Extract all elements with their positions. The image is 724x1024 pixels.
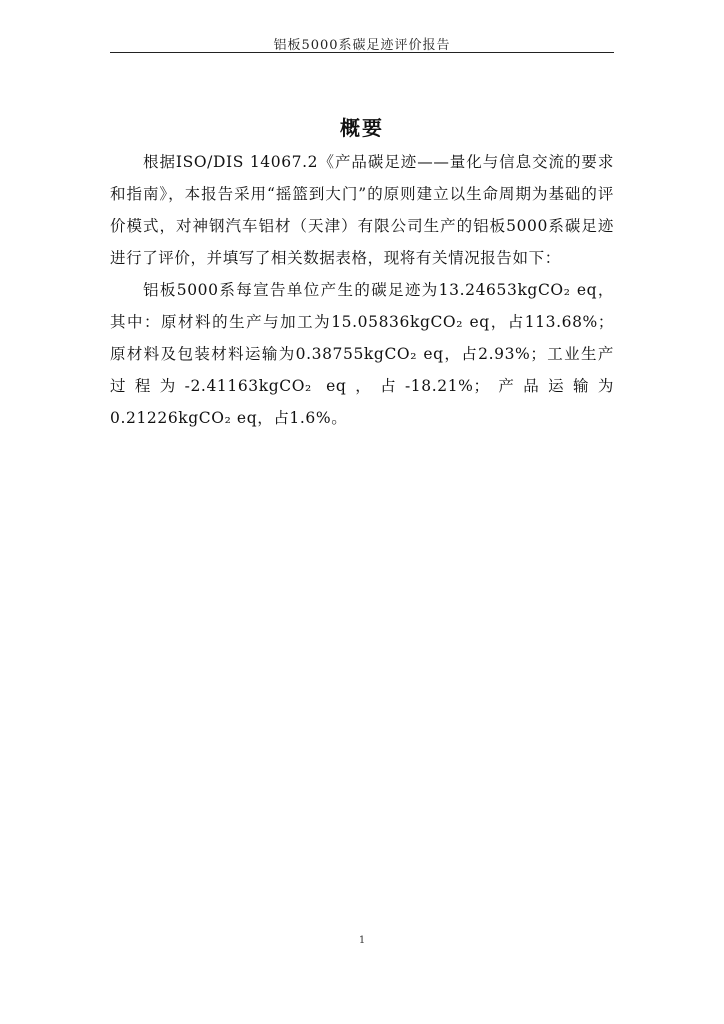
summary-paragraph-intro: 根据ISO/DIS 14067.2《产品碳足迹——量化与信息交流的要求和指南》，本报告采用“摇篮到大门”的原则建立以生命周期为基础的评价模式，对神钢汽车铝材（天津）有限公司生产的铝板5000系碳足迹进行了评价，并填写了相关数据表格，现将有关情况报告如下： xyxy=(110,153,614,267)
page-number: 1 xyxy=(358,935,366,946)
summary-paragraph-results: 铝板5000系每宣告单位产生的碳足迹为13.24653kgCO₂ eq，其中：原材料的生产与加工为15.05836kgCO₂ eq，占113.68%；原材料及包装材料运输为0.38755kgCO₂ eq，占2.93%；工业生产过程为-2.41163kgCO₂ eq，占-18.21%；产品运输为0.21226kgCO₂ eq，占1.6%。 xyxy=(110,281,614,427)
section-title: 概要 xyxy=(340,116,384,140)
header-divider xyxy=(110,52,614,53)
summary-body xyxy=(110,146,614,434)
running-header: 铝板5000系碳足迹评价报告 xyxy=(273,38,451,53)
